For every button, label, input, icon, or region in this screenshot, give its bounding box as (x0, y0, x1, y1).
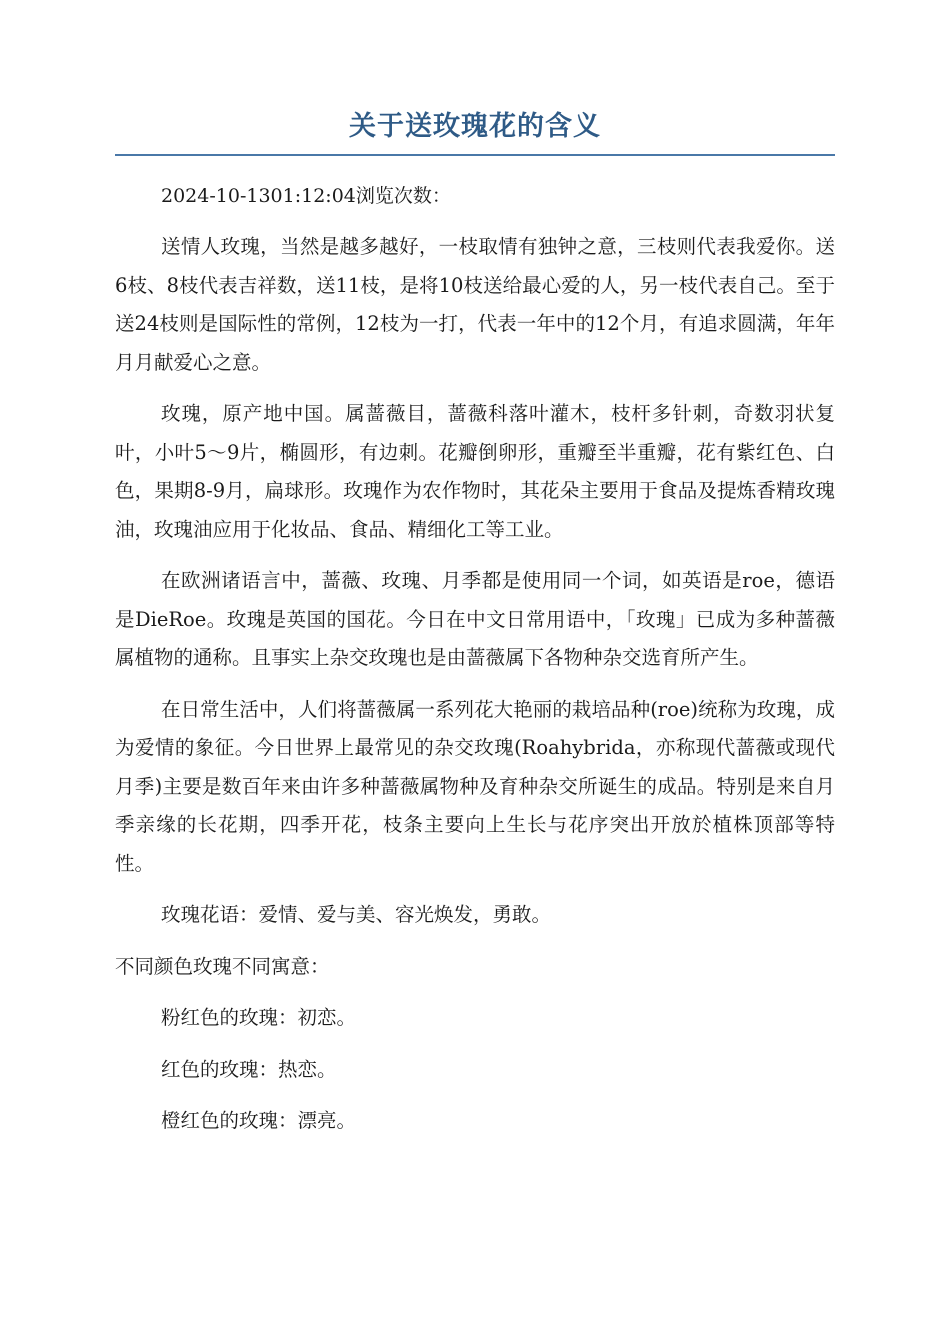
list-item: 红色的玫瑰：热恋。 (161, 1057, 337, 1081)
paragraph-flower-language: 玫瑰花语：爱情、爱与美、容光焕发，勇敢。 (161, 903, 552, 926)
paragraph-rose-origin: 玫瑰，原产地中国。属蔷薇目，蔷薇科落叶灌木，枝杆多针刺，奇数羽状复叶，小叶5～9片，椭圆形，有边刺。花瓣倒卵形，重瓣至半重瓣，花有紫红色、白色，果期8-9月，扁球形。玫瑰作为农作物时，其花朵主要用于食品及提炼香精玫瑰油，玫瑰油应用于化妆品、食品、精细化工等工业。 (115, 402, 835, 541)
paragraph-rose-daily-life: 在日常生活中，人们将蔷薇属一系列花大艳丽的栽培品种(roe)统称为玫瑰，成为爱情的象征。今日世界上最常见的杂交玫瑰(Roahybrida，亦称现代蔷薇或现代月季)主要是数百年来由许多种蔷薇属物种及育种杂交所诞生的成品。特别是来自月季亲缘的长花期，四季开花，枝条主要向上生长与花序突出开放於植株顶部等特性。 (115, 697, 835, 875)
color-meaning-heading: 不同颜色玫瑰不同寓意： (115, 954, 330, 978)
list-item: 粉红色的玫瑰：初恋。 (161, 1006, 357, 1029)
document-page (115, 110, 835, 1141)
document-title: 关于送玫瑰花的含义 (115, 110, 835, 156)
paragraph-rose-europe: 在欧洲诸语言中，蔷薇、玫瑰、月季都是使用同一个词，如英语是roe，德语是DieRoe。玫瑰是英国的国花。今日在中文日常用语中，「玫瑰」已成为多种蔷薇属植物的通称。且事实上杂交玫瑰也是由蔷薇属下各物种杂交选育所产生。 (115, 569, 835, 669)
document-meta: 2024-10-1301:12:04浏览次数： (161, 185, 451, 207)
paragraph-rose-count: 送情人玫瑰，当然是越多越好，一枝取情有独钟之意，三枝则代表我爱你。送6枝、8枝代表吉祥数，送11枝，是将10枝送给最心爱的人，另一枝代表自己。至于送24枝则是国际性的常例，12枝为一打，代表一年中的12个月，有追求圆满，年年月月献爱心之意。 (115, 235, 835, 374)
list-item: 橙红色的玫瑰：漂亮。 (161, 1109, 357, 1132)
